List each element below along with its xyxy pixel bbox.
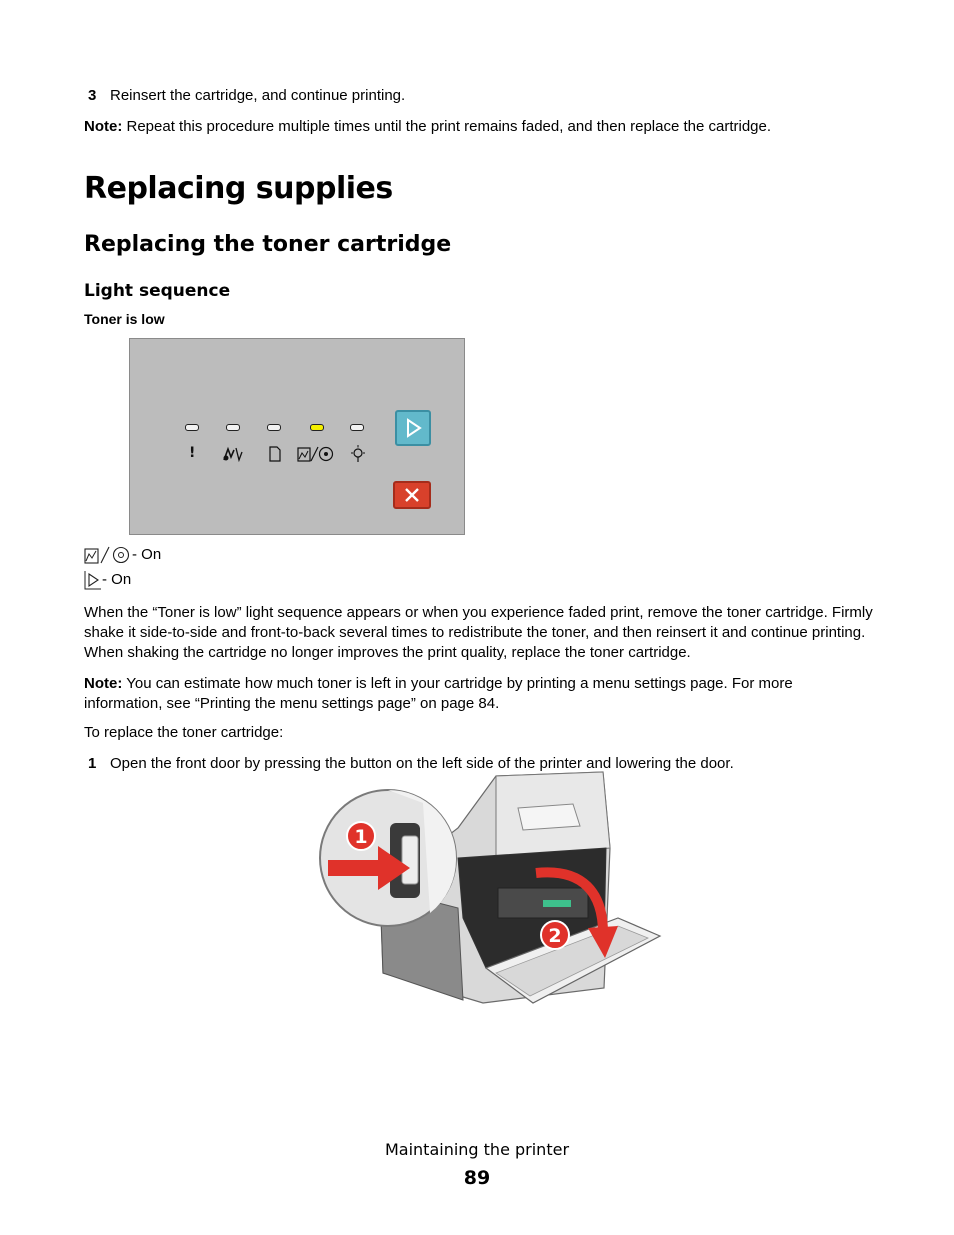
ready-led (350, 424, 364, 431)
step-text: Reinsert the cartridge, and continue printing. (110, 87, 406, 104)
toner-imaging-icon (84, 545, 132, 565)
heading-replacing-toner: Replacing the toner cartridge (84, 232, 452, 257)
paper-jam-led (226, 424, 240, 431)
callout-1-label: 1 (354, 826, 368, 848)
go-icon (84, 570, 102, 590)
note-text: Repeat this procedure multiple times until the print remains faded, and then replace the cartridge. (122, 118, 772, 135)
paper-jam-icon (222, 446, 244, 462)
play-icon (397, 412, 429, 444)
page-number: 89 (463, 1167, 491, 1189)
callout-2-label: 2 (548, 925, 562, 947)
indicator-go-on (84, 570, 131, 592)
footer-title: Maintaining the printer (384, 1140, 570, 1159)
paper-icon (268, 446, 282, 462)
step-text: Open the front door by pressing the button on the left side of the printer and lowering the door. (110, 755, 734, 772)
go-button (395, 410, 431, 446)
indicator-toner-on (84, 545, 161, 567)
note-estimate-toner (84, 674, 874, 714)
load-paper-led (267, 424, 281, 431)
step-3 (88, 86, 405, 106)
stop-button (393, 481, 431, 509)
control-panel-illustration (129, 338, 465, 535)
intro-text: To replace the toner cartridge: (84, 724, 284, 741)
error-led (185, 424, 199, 431)
step-number: 3 (88, 87, 97, 104)
step-number: 1 (88, 755, 97, 772)
heading-light-sequence: Light sequence (84, 281, 231, 301)
ready-bulb-icon (350, 445, 366, 463)
body-paragraph: When the “Toner is low” light sequence appears or when you experience faded print, remove the toner cartridge. Firmly shake it side-to-side and front-to-back several times to redistribute the toner, and then reinsert it and continue printing. When shaking the cartridge no longer improves the print quality, replace the toner cartridge. (84, 604, 873, 661)
note-text: You can estimate how much toner is left in your cartridge by printing a menu settings page. For more information, see “Printing the menu settings page” on page 84. (84, 675, 793, 712)
toner-imaging-icon (296, 445, 336, 463)
note-repeat (84, 117, 884, 137)
printer-open-door-illustration (318, 768, 663, 1018)
x-icon (395, 483, 429, 507)
exclamation-icon: ! (189, 445, 196, 461)
note-label: Note: (84, 118, 123, 135)
heading-toner-is-low: Toner is low (84, 311, 165, 327)
indicator-text: - On (132, 546, 162, 563)
note-label: Note: (84, 675, 123, 692)
toner-led (310, 424, 324, 431)
indicator-text: - On (102, 571, 132, 588)
heading-replacing-supplies: Replacing supplies (84, 171, 393, 206)
